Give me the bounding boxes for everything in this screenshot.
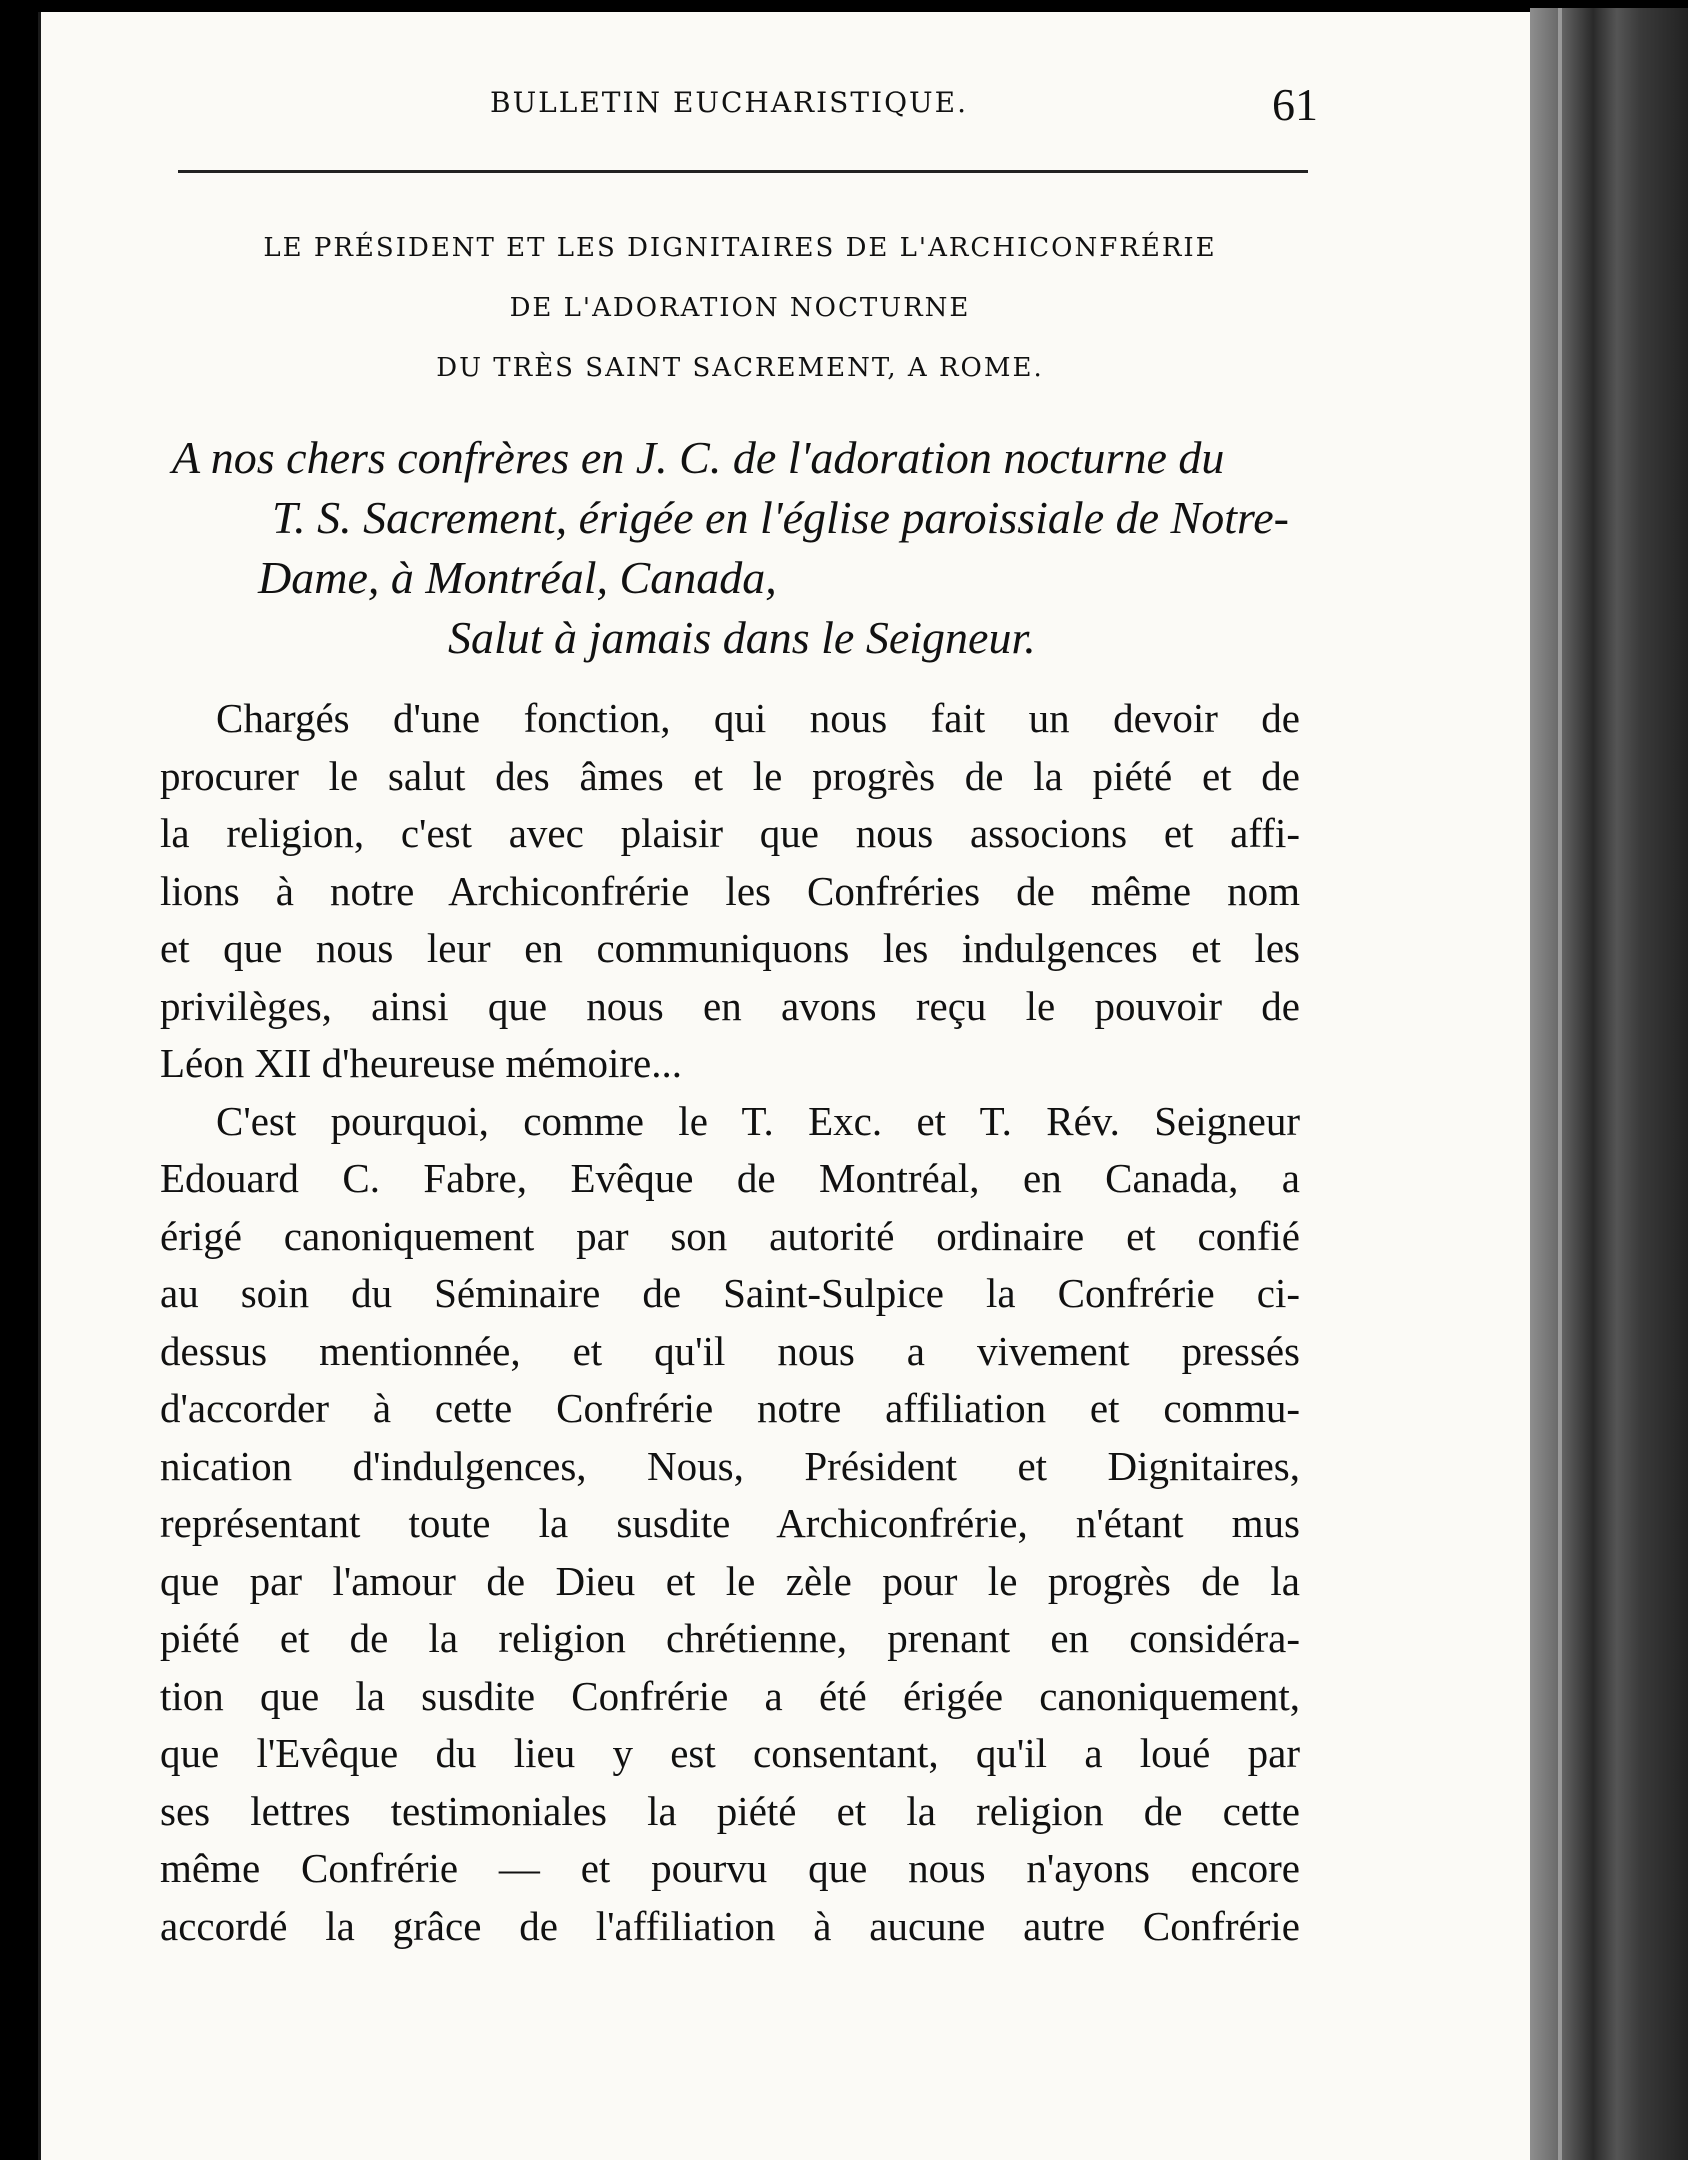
- salutation-line: Salut à jamais dans le Seigneur.: [448, 612, 1036, 663]
- heading-line-3: DU TRÈS SAINT SACREMENT, A ROME.: [436, 353, 1044, 383]
- paragraph-2-line: nication d'indulgences, Nous, Président et Dignitaires,: [160, 1442, 1300, 1489]
- running-head: BULLETIN EUCHARISTIQUE.: [490, 86, 968, 119]
- paragraph-2-line: accordé la grâce de l'affiliation à aucune autre Confrérie: [160, 1902, 1300, 1949]
- paragraph-2-line: érigé canoniquement par son autorité ordinaire et confié: [160, 1212, 1300, 1259]
- paragraph-2-line: dessus mentionnée, et qu'il nous a vivement pressés: [160, 1327, 1300, 1374]
- paragraph-1-line: la religion, c'est avec plaisir que nous associons et affi-: [160, 810, 1300, 856]
- paragraph-2-line: ses lettres testimoniales la piété et la religion de cette: [160, 1787, 1300, 1834]
- page-edge-highlight: [1558, 8, 1562, 2160]
- paragraph-2-line: d'accorder à cette Confrérie notre affiliation et commu-: [160, 1385, 1300, 1431]
- paragraph-2-line: tion que la susdite Confrérie a été érigée canoniquement,: [160, 1672, 1300, 1719]
- paragraph-1-line: Chargés d'une fonction, qui nous fait un devoir de: [216, 695, 1300, 741]
- paragraph-1-line: procurer le salut des âmes et le progrès de la piété et de: [160, 752, 1300, 799]
- paragraph-2-line: C'est pourquoi, comme le T. Exc. et T. Rév. Seigneur: [216, 1097, 1300, 1144]
- body-text: [160, 690, 1300, 1955]
- header-rule: [178, 170, 1308, 173]
- paragraph-2-line: au soin du Séminaire de Saint-Sulpice la Confrérie ci-: [160, 1270, 1300, 1316]
- paragraph-1-line: Léon XII d'heureuse mémoire...: [160, 1040, 682, 1086]
- page-number: 61: [1272, 79, 1318, 130]
- paragraph-2-line: représentant toute la susdite Archiconfrérie, n'étant mus: [160, 1500, 1300, 1546]
- paragraph-1-line: privilèges, ainsi que nous en avons reçu le pouvoir de: [160, 982, 1300, 1029]
- paragraph-1-line: lions à notre Archiconfrérie les Confréries de même nom: [160, 867, 1300, 914]
- paragraph-2-line: que l'Evêque du lieu y est consentant, qu'il a loué par: [160, 1730, 1300, 1776]
- address-line-2: T. S. Sacrement, érigée en l'église paroissiale de Notre-: [272, 492, 1289, 543]
- address-line-3: Dame, à Montréal, Canada,: [258, 552, 777, 603]
- heading-line-1: LE PRÉSIDENT ET LES DIGNITAIRES DE L'ARCHICONFRÉRIE: [263, 233, 1217, 263]
- book-page-edges: [1530, 8, 1688, 2160]
- paragraph-2-line: même Confrérie — et pourvu que nous n'ayons encore: [160, 1845, 1300, 1891]
- paragraph-1-line: et que nous leur en communiquons les indulgences et les: [160, 925, 1300, 971]
- address-line-1: A nos chers confrères en J. C. de l'adoration nocturne du: [172, 432, 1225, 483]
- paragraph-2-line: que par l'amour de Dieu et le zèle pour le progrès de la: [160, 1557, 1300, 1604]
- paragraph-2-line: piété et de la religion chrétienne, prenant en considéra-: [160, 1615, 1300, 1661]
- heading-line-2: DE L'ADORATION NOCTURNE: [509, 293, 971, 323]
- paragraph-2-line: Edouard C. Fabre, Evêque de Montréal, en Canada, a: [160, 1155, 1300, 1201]
